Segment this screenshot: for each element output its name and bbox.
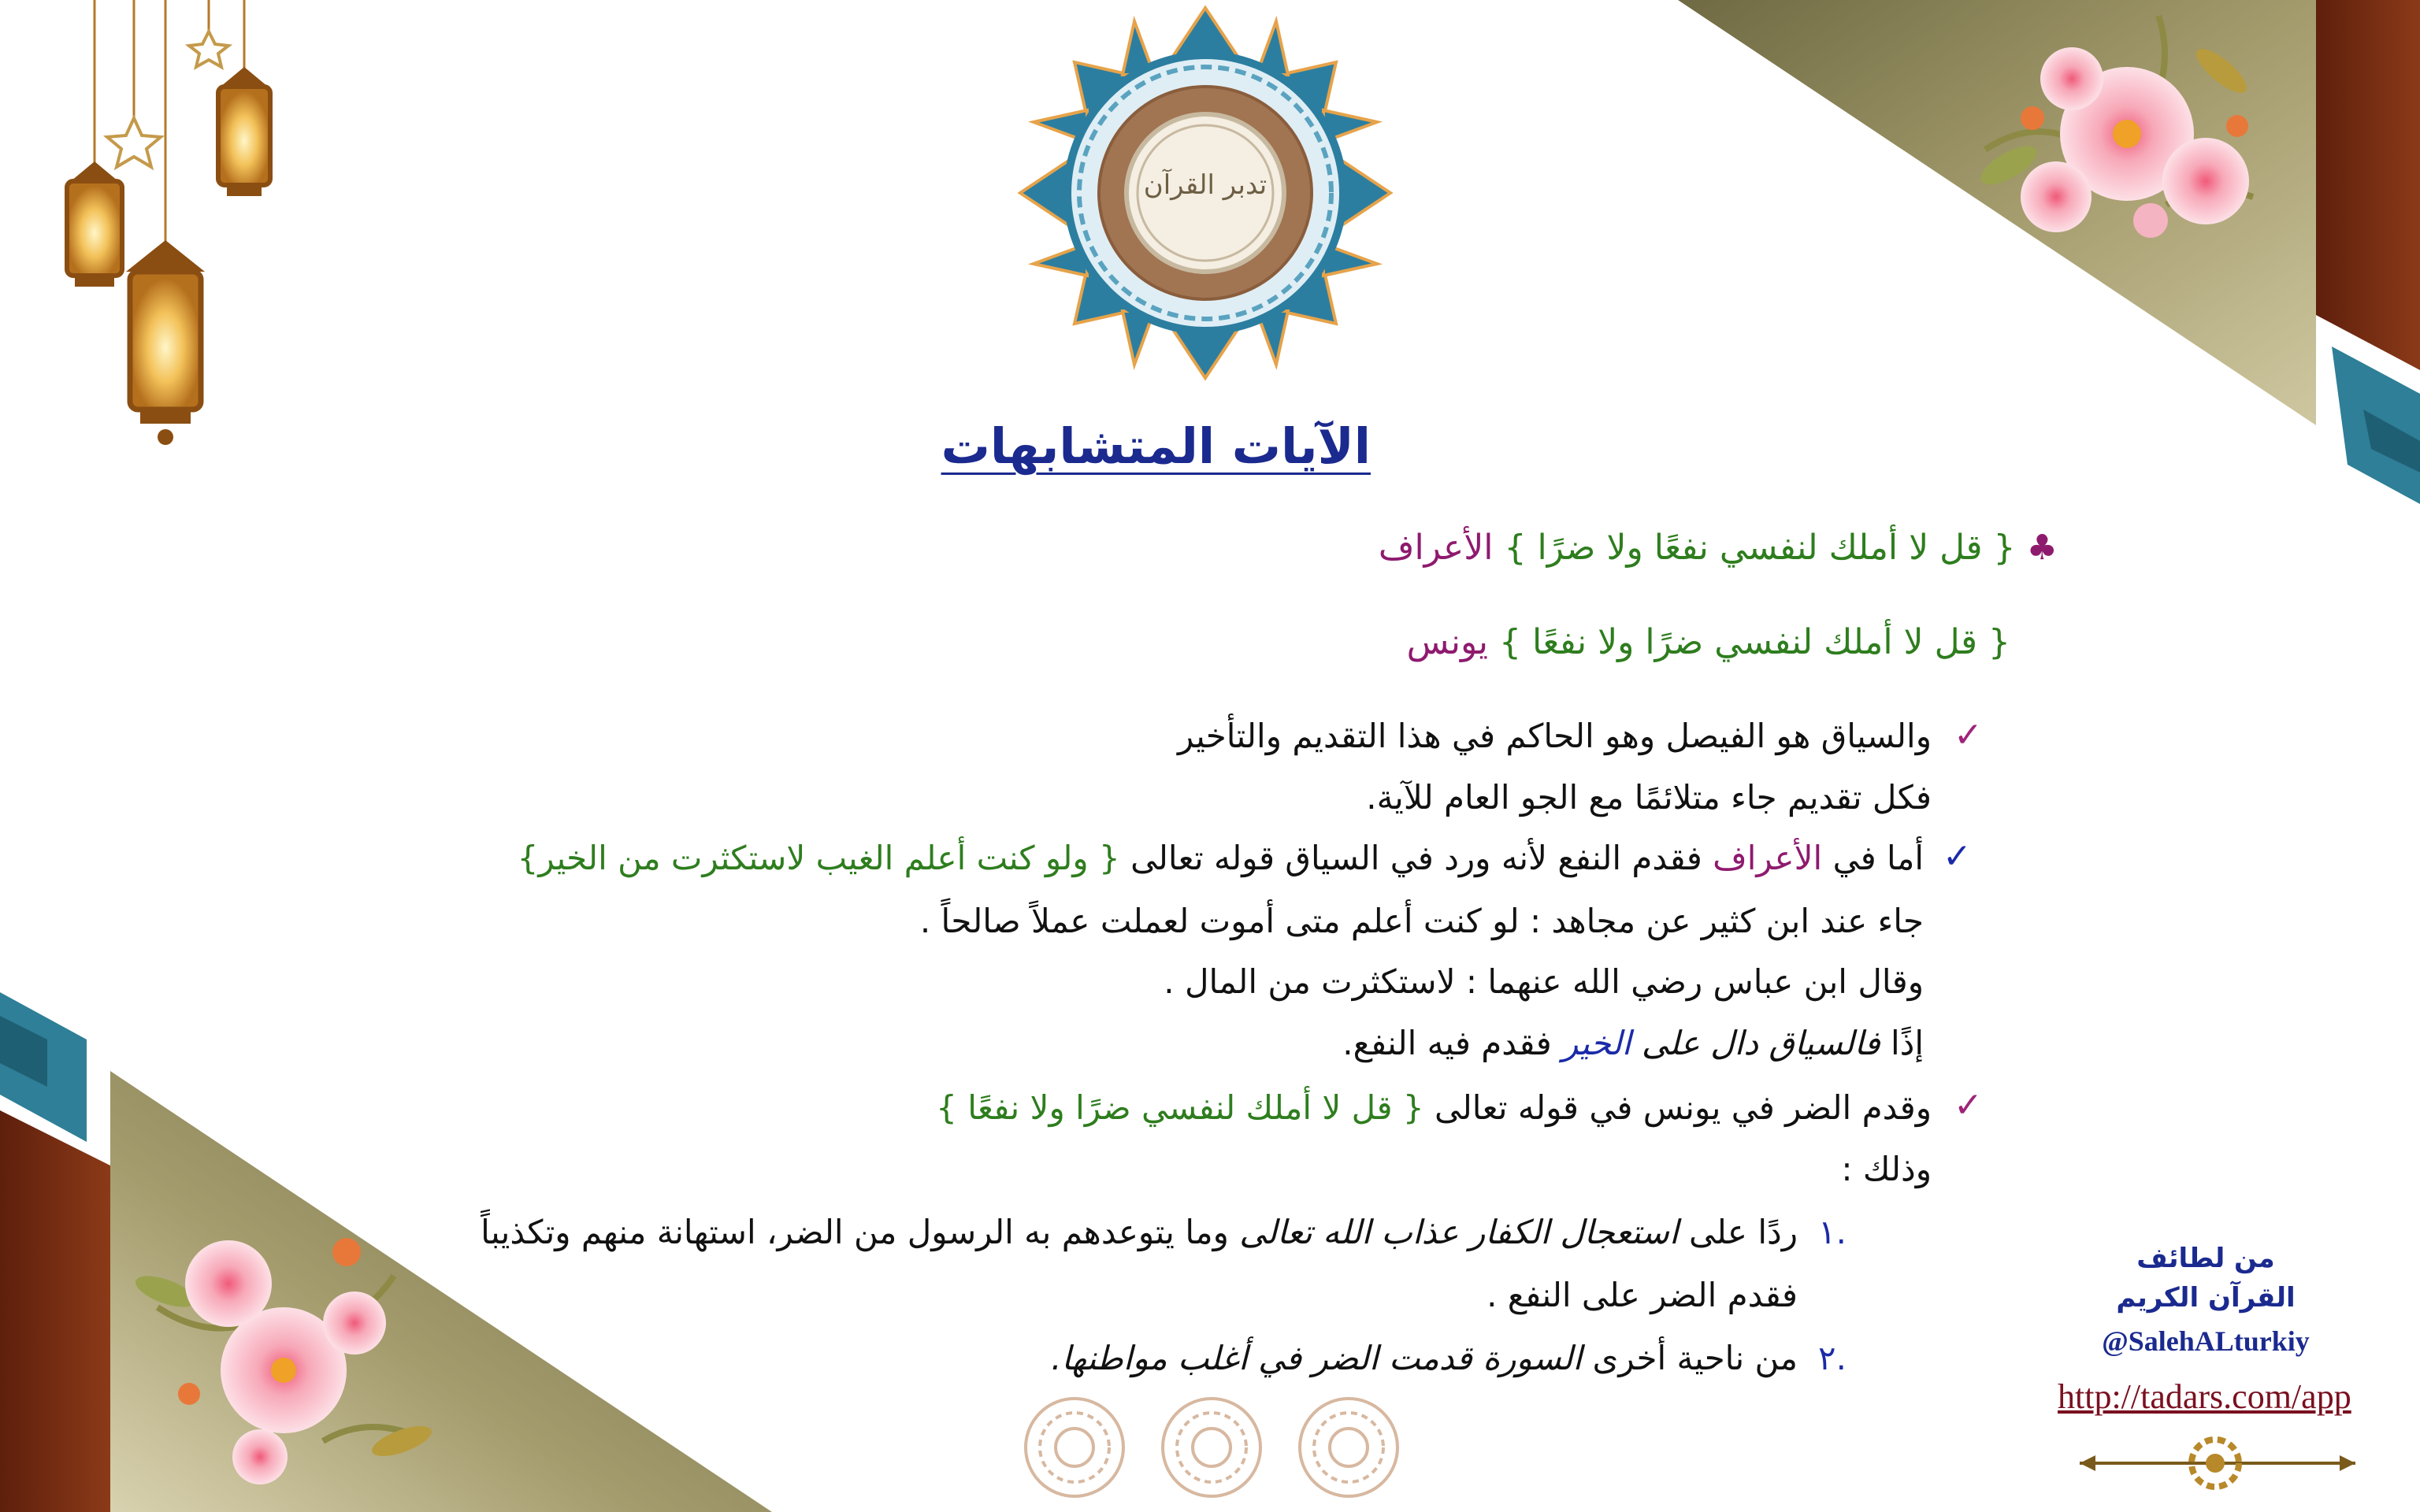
text: ردًا على xyxy=(1689,1213,1798,1251)
surah-name: يونس xyxy=(1406,622,1488,662)
club-icon: ♣ xyxy=(2026,528,2058,568)
ornament-divider xyxy=(2080,1440,2355,1487)
credit-line-2: القرآن الكريم xyxy=(2116,1282,2296,1314)
emphasis: الخير xyxy=(1562,1024,1631,1062)
twitter-handle: @SalehALturkiy xyxy=(2102,1325,2310,1357)
verse-araf xyxy=(1379,528,2058,568)
lantern-icon xyxy=(126,240,205,445)
brace-open: { xyxy=(1993,528,2016,568)
point-1-line-1: والسياق هو الفيصل وهو الحاكم في هذا التقديم والتأخير xyxy=(1177,717,1932,755)
text: فقدم النفع لأنه ورد في السياق قوله تعالى xyxy=(1130,839,1702,877)
reason-1-line-1 xyxy=(481,1213,1798,1251)
brace-close: } xyxy=(1504,528,1527,568)
page-title: الآيات المتشابهات xyxy=(941,417,1371,475)
check-icon: ✓ xyxy=(1954,715,1983,755)
point-2-line-4 xyxy=(1342,1024,1924,1062)
point-2-line-2: جاء عند ابن كثير عن مجاهد : لو كنت أعلم متى أموت لعملت عملاً صالحاً . xyxy=(919,902,1924,940)
verse-yunus xyxy=(1407,622,2010,662)
rosette-icon xyxy=(1026,1399,1397,1496)
verse-text: قل لا أملك لنفسي نفعًا ولا ضرًا xyxy=(1537,528,1983,568)
bottom-left-corner xyxy=(0,992,772,1512)
text: فقدم فيه النفع. xyxy=(1342,1024,1552,1062)
lantern-icon xyxy=(218,67,270,196)
verse-quote: { قل لا أملك لنفسي ضرًا ولا نفعًا } xyxy=(936,1088,1424,1127)
text: أما في xyxy=(1832,839,1924,877)
list-number: ٢. xyxy=(1818,1339,1847,1377)
surah-name: الأعراف xyxy=(1713,839,1823,877)
text: وقدم الضر في يونس في قوله تعالى xyxy=(1434,1088,1932,1127)
emphasis: السورة قدمت الضر في أغلب مواطنها. xyxy=(1051,1339,1583,1377)
text: إذًا xyxy=(1890,1024,1924,1062)
point-3-line-2: وذلك : xyxy=(1841,1150,1932,1188)
verse-text: قل لا أملك لنفسي ضرًا ولا نفعًا xyxy=(1531,622,1977,662)
reason-1-line-2: فقدم الضر على النفع . xyxy=(1487,1276,1798,1314)
website-link[interactable]: http://tadars.com/app xyxy=(2058,1377,2351,1416)
text: فالسياق دال على xyxy=(1641,1024,1880,1062)
brace-open: { xyxy=(1988,622,2010,662)
text: وما يتوعدهم به الرسول من الضر، استهانة منهم وتكذيباً xyxy=(481,1213,1229,1251)
credit-line-1: من لطائف xyxy=(2136,1243,2275,1274)
reason-2-line-1 xyxy=(1051,1339,1798,1377)
text: من ناحية أخرى xyxy=(1592,1339,1798,1377)
check-icon: ✓ xyxy=(1943,836,1972,876)
surah-name: الأعراف xyxy=(1378,528,1494,568)
point-3-line-1 xyxy=(936,1088,1932,1127)
check-icon: ✓ xyxy=(1954,1085,1983,1125)
star-icon xyxy=(107,32,228,167)
logo-text: تدبر القرآن xyxy=(1143,169,1268,201)
brace-close: } xyxy=(1498,622,1521,662)
verse-quote: { ولو كنت أعلم الغيب لاستكثرت من الخير} xyxy=(517,839,1120,877)
lantern-icon xyxy=(67,161,122,287)
emphasis: استعجال الكفار عذاب الله تعالى xyxy=(1239,1213,1679,1251)
list-number: ١. xyxy=(1818,1213,1847,1251)
point-2-line-3: وقال ابن عباس رضي الله عنهما : لاستكثرت من المال . xyxy=(1164,962,1924,1001)
point-1-line-2: فكل تقديم جاء متلائمًا مع الجو العام للآية. xyxy=(1366,778,1932,817)
point-2-line-1 xyxy=(518,839,1924,877)
